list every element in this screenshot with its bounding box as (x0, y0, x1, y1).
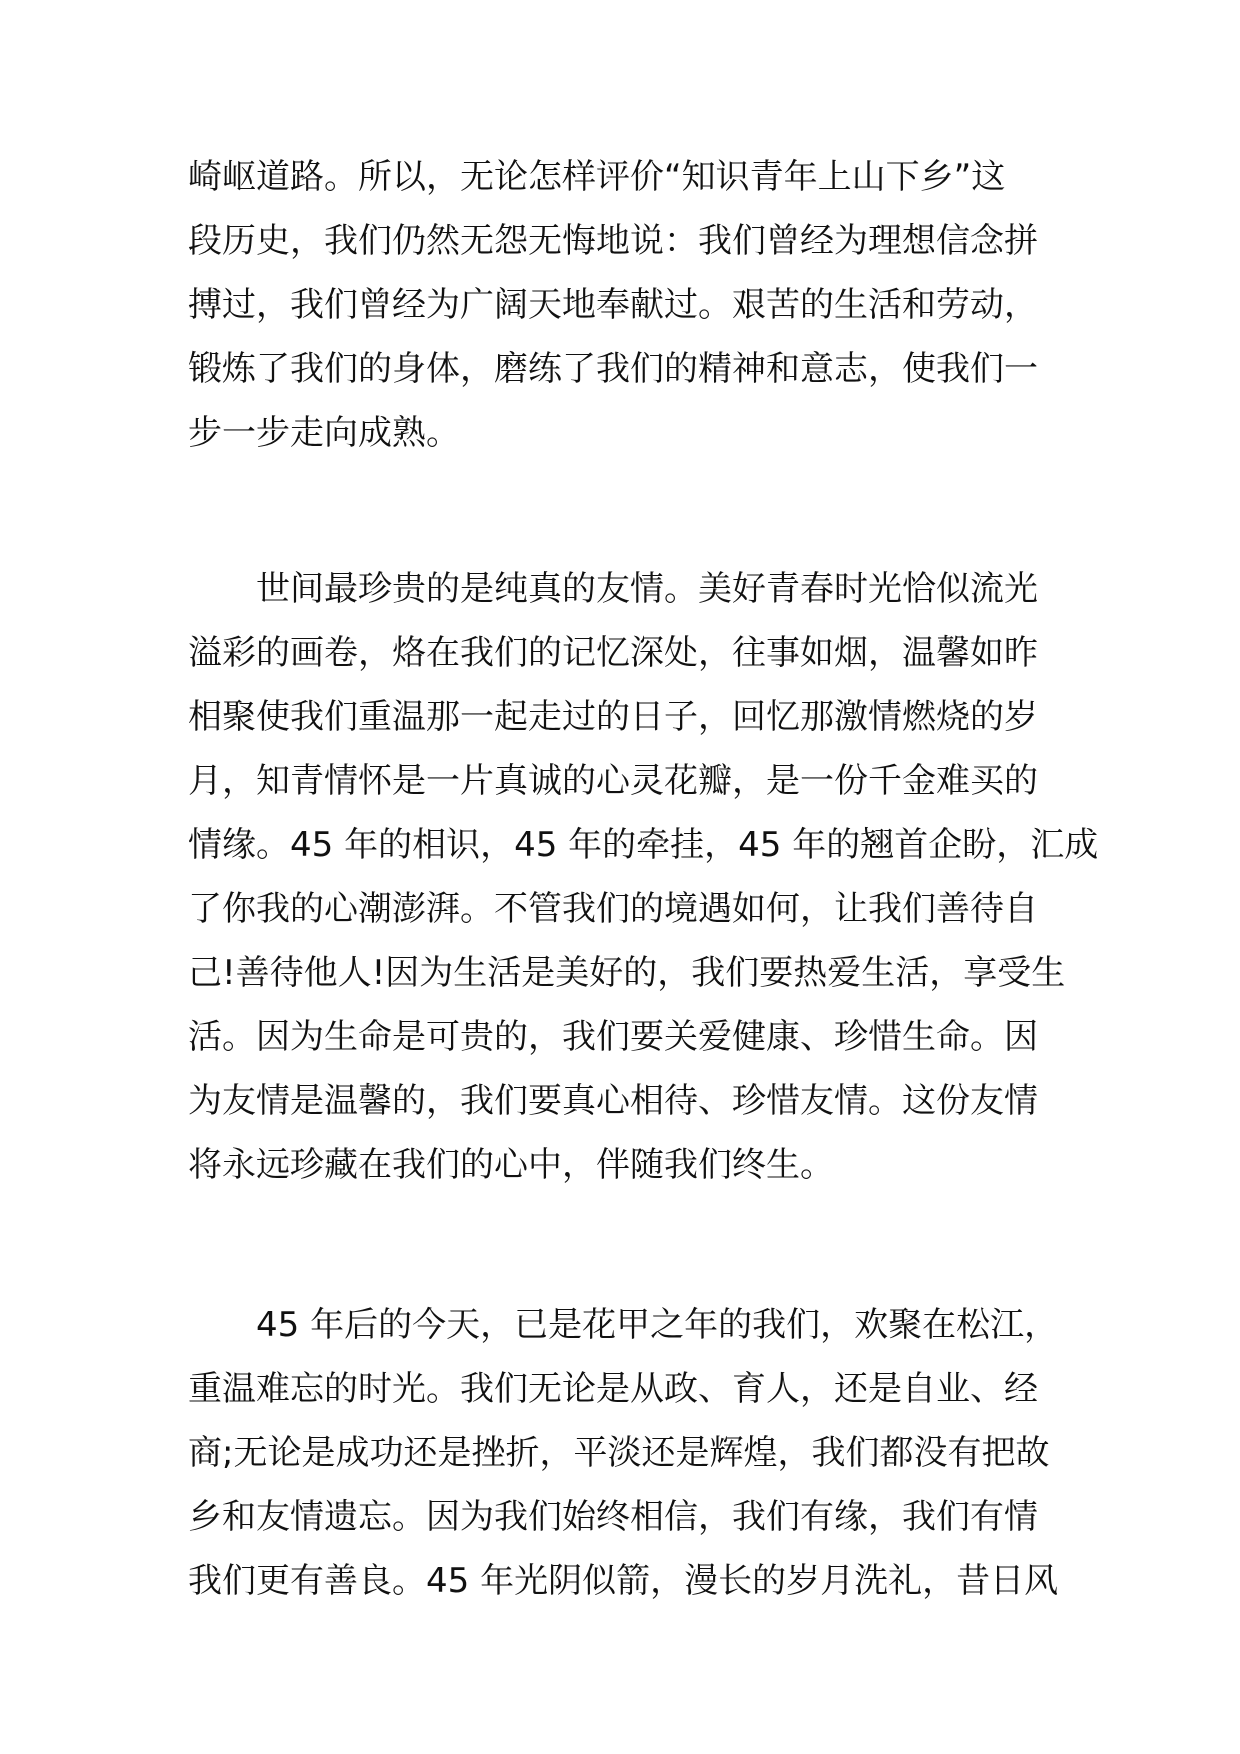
paragraph-2-line-4: 月，知青情怀是一片真诚的心灵花瓣，是一份千金难买的 (188, 761, 1038, 801)
paragraph-2-line-1: 世间最珍贵的是纯真的友情。美好青春时光恰似流光 (188, 569, 1038, 609)
paragraph-2-line-10: 将永远珍藏在我们的心中，伴随我们终生。 (188, 1145, 834, 1185)
paragraph-2-line-8: 活。因为生命是可贵的，我们要关爱健康、珍惜生命。因 (188, 1017, 1038, 1057)
paragraph-2-line-5: 情缘。45 年的相识，45 年的牵挂，45 年的翘首企盼，汇成 (188, 825, 1099, 865)
paragraph-2-line-2: 溢彩的画卷，烙在我们的记忆深处，往事如烟，温馨如昨 (188, 633, 1038, 673)
paragraph-1-line-4: 锻炼了我们的身体，磨练了我们的精神和意志，使我们一 (188, 349, 1038, 389)
paragraph-2-line-9: 为友情是温馨的，我们要真心相待、珍惜友情。这份友情 (188, 1081, 1038, 1121)
paragraph-1 (188, 145, 1058, 465)
paragraph-1-line-2: 段历史，我们仍然无怨无悔地说：我们曾经为理想信念拼 (188, 221, 1038, 261)
paragraph-2 (188, 557, 1099, 1197)
paragraph-1-line-1: 崎岖道路。所以，无论怎样评价“知识青年上山下乡”这 (188, 157, 1006, 197)
paragraph-1-line-3: 搏过，我们曾经为广阔天地奉献过。艰苦的生活和劳动， (188, 285, 1038, 325)
paragraph-3-line-4: 乡和友情遗忘。因为我们始终相信，我们有缘，我们有情 (188, 1497, 1038, 1537)
paragraph-1-line-5: 步一步走向成熟。 (188, 413, 460, 453)
paragraph-3 (188, 1293, 1058, 1613)
paragraph-3-line-2: 重温难忘的时光。我们无论是从政、育人，还是自业、经 (188, 1369, 1038, 1409)
paragraph-2-line-6: 了你我的心潮澎湃。不管我们的境遇如何，让我们善待自 (188, 889, 1038, 929)
paragraph-3-line-1: 45 年后的今天，已是花甲之年的我们，欢聚在松江， (188, 1305, 1059, 1345)
paragraph-2-line-3: 相聚使我们重温那一起走过的日子，回忆那激情燃烧的岁 (188, 697, 1038, 737)
paragraph-3-line-3: 商;无论是成功还是挫折，平淡还是辉煌，我们都没有把故 (188, 1433, 1050, 1473)
paragraph-2-line-7: 己!善待他人!因为生活是美好的，我们要热爱生活，享受生 (188, 953, 1066, 993)
paragraph-3-line-5: 我们更有善良。45 年光阴似箭，漫长的岁月洗礼，昔日风 (188, 1561, 1059, 1601)
